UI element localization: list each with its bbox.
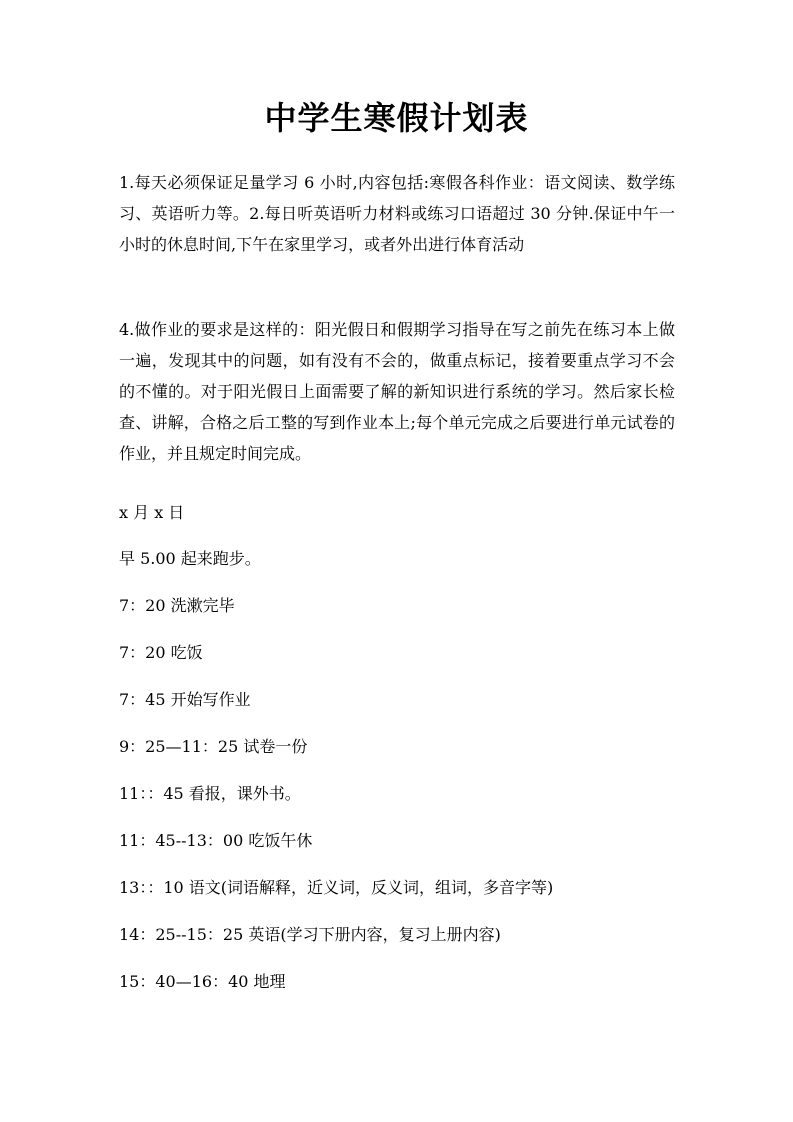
schedule-item: 11：：45 看报，课外书。 (119, 784, 301, 803)
paragraph-1: 1.每天必须保证足量学习 6 小时,内容包括:寒假各科作业：语文阅读、数学练习、英语听力等。2.每日听英语听力材料或练习口语超过 30 分钟.保证中午一小时的休息时间,下午在家里学习，或者外出进行体育活动 (119, 173, 675, 254)
schedule-item: 15：40—16：40 地理 (119, 972, 286, 991)
schedule-item: 早 5.00 起来跑步。 (119, 549, 261, 568)
schedule-item: 7：20 吃饭 (119, 643, 203, 662)
schedule-item: 11：45--13：00 吃饭午休 (119, 831, 313, 850)
schedule-item: 14：25--15：25 英语(学习下册内容，复习上册内容) (119, 925, 501, 944)
schedule-item: 13：：10 语文(词语解释，近义词，反义词，组词，多音字等) (119, 878, 554, 897)
schedule-date: x 月 x 日 (119, 503, 185, 522)
schedule-item: 7：45 开始写作业 (119, 690, 251, 709)
schedule-item: 7：20 洗漱完毕 (119, 596, 235, 615)
page-title: 中学生寒假计划表 (264, 99, 529, 137)
schedule-item: 9：25—11：25 试卷一份 (119, 737, 308, 756)
paragraph-2: 4.做作业的要求是这样的：阳光假日和假期学习指导在写之前先在练习本上做一遍，发现其中的问题，如有没有不会的，做重点标记，接着要重点学习不会的不懂的。对于阳光假日上面需要了解的新知识进行系统的学习。然后家长检查、讲解，合格之后工整的写到作业本上;每个单元完成之后要进行单元试卷的作业，并且规定时间完成。 (119, 320, 675, 463)
